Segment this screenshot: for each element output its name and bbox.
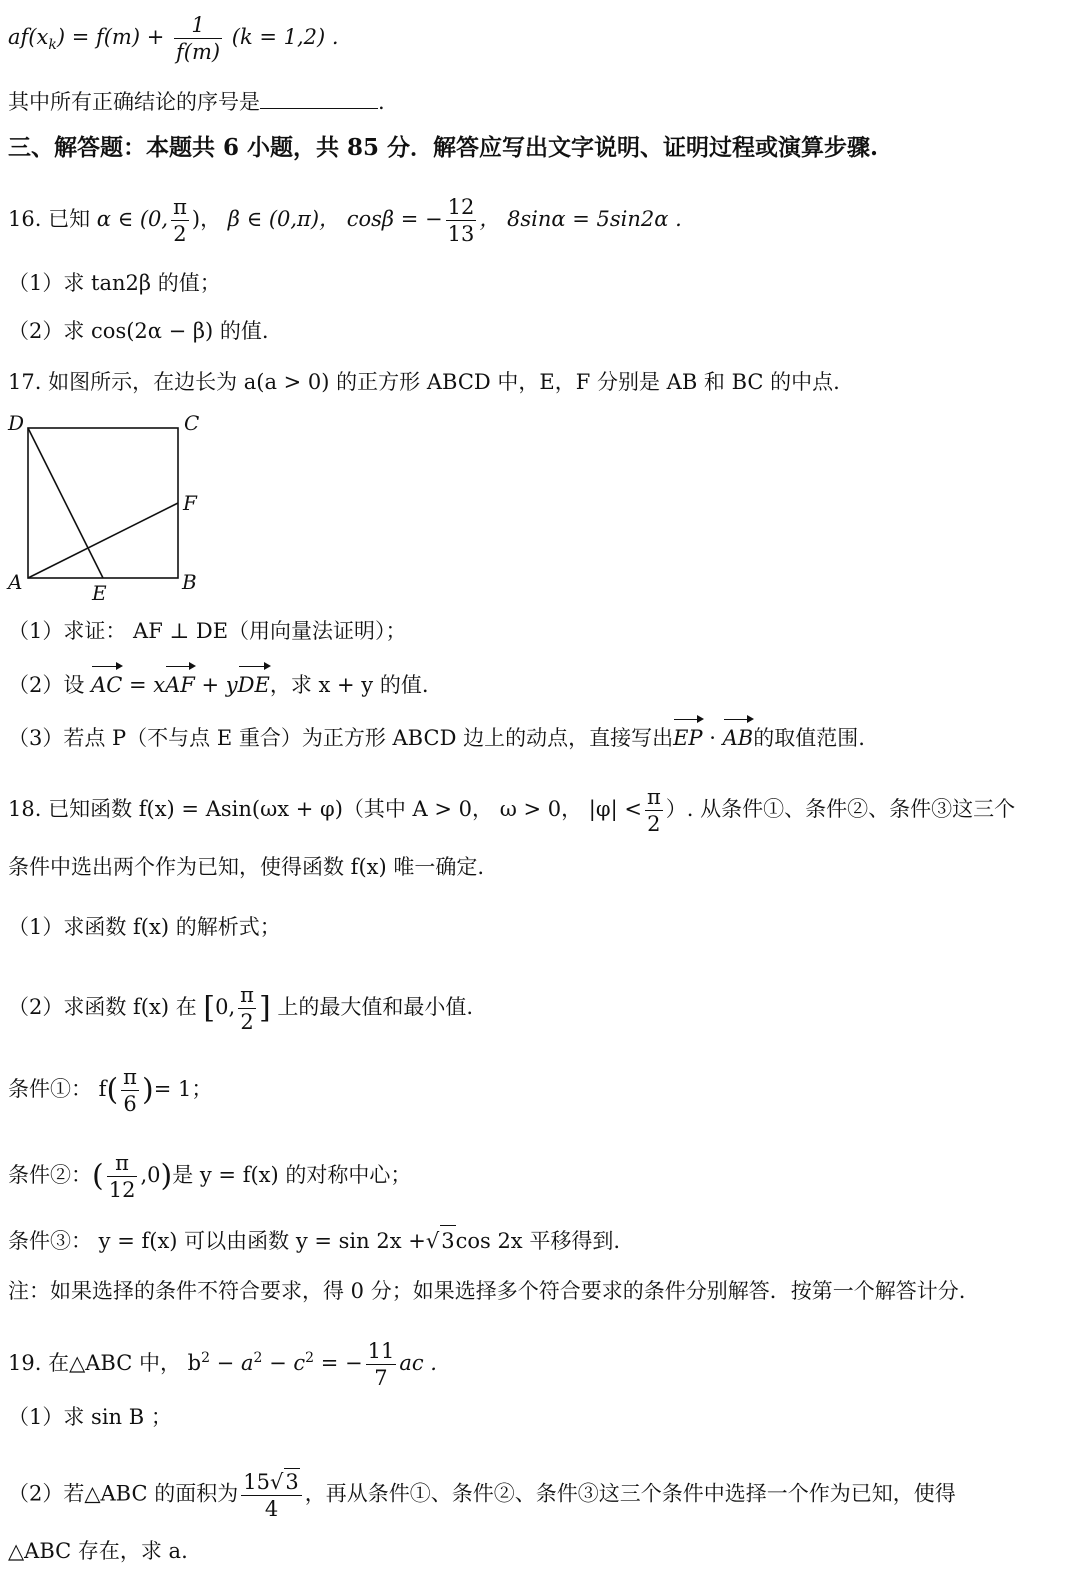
p16-question-1: （1）求 tan2β 的值； — [8, 271, 221, 295]
vector-ab: AB — [723, 719, 754, 753]
segment-af — [28, 503, 178, 578]
p18-stem-line-2: 条件中选出两个作为已知，使得函数 f(x) 唯一确定. — [8, 855, 485, 879]
p18-condition-1: 条件①： f( $\frac{\pi}{6}$ )= 1； — [8, 1065, 213, 1116]
p16-question-2: （2）求 cos(2α − β) 的值. — [8, 319, 269, 343]
label-c: C — [184, 411, 200, 435]
p17-question-1: （1）求证： AF ⊥ DE（用向量法证明）； — [8, 619, 407, 643]
p17-stem: 17. 如图所示，在边长为 a(a > 0) 的正方形 ABCD 中，E，F 分别是 AB 和 BC 的中点. — [8, 370, 840, 394]
section-heading: 三、解答题：本题共 6 小题，共 85 分．解答应写出文字说明、证明过程或演算步骤. — [8, 134, 879, 161]
p18-interval-pi-over-2: $\frac{\pi}{2}$ — [240, 983, 254, 1034]
p15-formula: $af(x_k) = f(m)$ + $\frac{1}{f(m)}$ (k = 1,2) . — [8, 13, 339, 64]
label-b: B — [182, 570, 197, 594]
p18-stem: 18. 已知函数 f(x) = Asin(ωx + φ)（其中 A > 0， ω > 0， |φ| < $\frac{\pi}{2}$ ）. 从条件①、条件②、条件③这三个 — [8, 785, 1016, 836]
p18-condition-2: 条件②：( $\frac{\pi}{12}$ ,0)是 y = f(x) 的对称中心； — [8, 1151, 412, 1202]
p17-question-2: （2）设 AC = xAF + yDE，求 x + y 的值. — [8, 666, 429, 700]
p15-fraction: $\frac{1}{f(m)}$ — [176, 13, 221, 64]
p18-c1-fraction: $\frac{\pi}{6}$ — [123, 1065, 137, 1116]
p16-stem: 16. 已知 α ∈ (0, $\frac{\pi}{2}$ )， β ∈ (0,π)， cosβ = − $\frac{12}{13}$ ， 8sinα = 5sin2α . — [8, 195, 682, 246]
p18-c2-fraction: $\frac{\pi}{12}$ — [108, 1151, 136, 1202]
segment-de — [28, 428, 103, 578]
label-f: F — [183, 491, 197, 515]
p19-area-fraction: $\frac{15√3}{4}$ — [241, 1468, 302, 1522]
label-e: E — [92, 581, 107, 605]
p19-question-1: （1）求 sin B ； — [8, 1405, 172, 1429]
p18-question-2: （2）求函数 f(x) 在 [0, $\frac{\pi}{2}$ ] 上的最大值和最小值. — [8, 983, 474, 1034]
vector-ep: EP — [673, 719, 702, 753]
p18-question-1: （1）求函数 f(x) 的解析式； — [8, 915, 281, 939]
p18-condition-3: 条件③： y = f(x) 可以由函数 y = sin 2x +√3cos 2x 平移得到. — [8, 1225, 620, 1256]
p15-answer-line: 其中所有正确结论的序号是 . — [8, 86, 385, 117]
label-d: D — [8, 411, 25, 435]
p19-question-2: （2）若△ABC 的面积为 $\frac{15√3}{4}$ ，再从条件①、条件②、条件③这三个条件中选择一个作为已知，使得 — [8, 1470, 956, 1521]
p19-fraction: $\frac{11}{7}$ — [367, 1339, 395, 1390]
p18-pi-over-2: $\frac{\pi}{2}$ — [646, 785, 661, 836]
p16-pi-over-2: $\frac{\pi}{2}$ — [173, 195, 187, 246]
answer-blank — [260, 86, 378, 109]
p17-question-3: （3）若点 P（不与点 E 重合）为正方形 ABCD 边上的动点，直接写出EP · AB的取值范围. — [8, 719, 865, 753]
p17-square-figure — [0, 405, 220, 605]
vector-ac: AC — [91, 666, 122, 700]
p19-stem: 19. 在△ABC 中， $b^2 - a^2 - c^2$ = − $\frac{11}{7}$ ac . — [8, 1339, 437, 1390]
p18-note: 注：如果选择的条件不符合要求，得 0 分；如果选择多个符合要求的条件分别解答．按第一个解答计分. — [8, 1279, 966, 1303]
vector-af: AF — [165, 666, 195, 700]
label-a: A — [8, 570, 23, 594]
vector-de: DE — [238, 666, 270, 700]
p19-question-2-line-2: △ABC 存在，求 a. — [8, 1539, 188, 1563]
p16-fraction: $\frac{12}{13}$ — [447, 195, 475, 246]
square-abcd — [28, 428, 178, 578]
